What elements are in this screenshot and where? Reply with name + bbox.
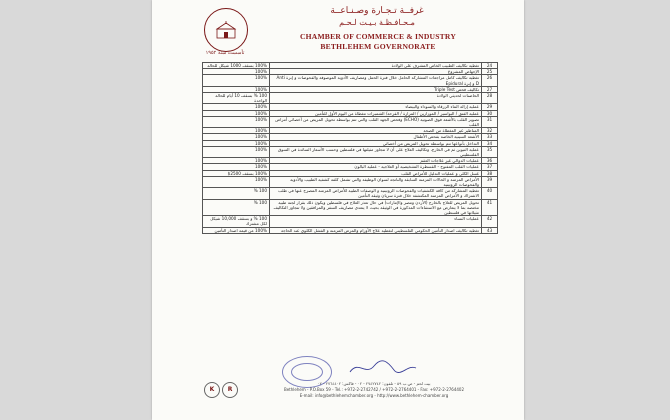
certification-logo-r: R bbox=[222, 382, 238, 398]
description-cell: تغطية المشاركة من كافة الكشفيات والفحوصات الروتينية و الوصفات الطبية للأمراض المزمنة المصرح عنها في طلب الاشتراك و الأمراض المزمنة المكتشفة خلال فترة سريان وثيقة التأمين bbox=[270, 188, 482, 199]
org-governorate-arabic: مـحـافـظـة بـيـت لـحـم bbox=[339, 18, 415, 27]
coverage-cell: 100% bbox=[203, 104, 270, 110]
coverage-cell: 100% bbox=[203, 164, 270, 170]
coverage-cell: 100% bbox=[203, 176, 270, 187]
item-number-cell: 30 bbox=[482, 110, 498, 116]
item-number-cell: 35 bbox=[482, 146, 498, 157]
item-number-cell: 37 bbox=[482, 164, 498, 170]
footer-web-line: E-mail: info@bethlehemchamber.org - http://www.bethlehem-chamber.org bbox=[299, 393, 449, 398]
coverage-cell: 100 % و بسقف 10,000 شيكل لكل مشترك bbox=[203, 216, 270, 227]
item-number-cell: 31 bbox=[482, 116, 498, 127]
table-row bbox=[203, 93, 498, 104]
table-row bbox=[203, 216, 498, 227]
description-cell: عمليات النساء bbox=[270, 216, 482, 227]
description-cell: عملية إزالة الماء الزرقاء والسوداء والبيضاء bbox=[270, 104, 482, 110]
church-seal-icon bbox=[214, 21, 238, 39]
item-number-cell: 43 bbox=[482, 227, 498, 233]
item-number-cell: 27 bbox=[482, 86, 498, 92]
coverage-cell: 100% بسقف 1000 شيكل للحالة bbox=[203, 63, 270, 69]
description-cell: عملية التبوين ثم في الخارج، وتكاليف العلاج على أن لا تتجاوز مثيلتها في فلسطين وحسب الأسعار السائدة في السوق الفلسطيني bbox=[270, 146, 482, 157]
description-cell: تغطية تكاليف الطبيب الخاص المشرف على الولادة bbox=[270, 63, 482, 69]
item-number-cell: 40 bbox=[482, 188, 498, 199]
table-row bbox=[203, 188, 498, 199]
org-name-arabic: غرفــة تـجـارة وصـنـاعــة bbox=[330, 6, 424, 16]
item-number-cell: 41 bbox=[482, 199, 498, 216]
description-cell: تغطية تكاليف اصدار التأمين الحكومي الفلسطيني لتغطية علاج الأورام والمرض المزمنة و الفشل الكلوي عند الحاجة bbox=[270, 227, 482, 233]
description-cell: تحويل المريض للعلاج بالخارج (الأردن ومصر والإمارات) في حال تعذر العلاج في فلسطين ويكون ذلك بقرار لجنة طبية مختصة بما لا يتعارض مع الاستثناءات المذكورة في الوثيقة بحيث لا يتعدى مصاريف السفر والمرافقين ولا تتجاوز التكاليف مثيلاتها في فلسطين bbox=[270, 199, 482, 216]
description-cell: تصوير القلب بالأشعة فوق الصوتية (ECHO) وفحص الجهد القلب والتي تتم بواسطة تحويل المريض من أخصائي أمراض القلب bbox=[270, 116, 482, 127]
item-number-cell: 28 bbox=[482, 93, 498, 104]
org-governorate-english: BETHLEHEM GOVERNORATE bbox=[320, 42, 436, 51]
description-cell: عملية الفتق / البواسير / الموزارين / المرارة / القرحة/ الشمبرات مغطاة من اليوم الأول للتأمين bbox=[270, 110, 482, 116]
footer-contact-line: Bethlehem - P.O.Box 59 - Tel.: +972-2-2742742 / +972-2-2764401 - Fax: +972-2-2764402 bbox=[283, 387, 465, 392]
stamp-inner-ring bbox=[291, 363, 323, 381]
coverage-cell: 100% من قيمة اصدار التأمين bbox=[203, 227, 270, 233]
description-cell: الحاضنات لحديثي الولادة bbox=[270, 93, 482, 104]
coverage-cell: 100% bbox=[203, 110, 270, 116]
description-cell: المناظير غير المغطاة من الصحة bbox=[270, 128, 482, 134]
letterhead bbox=[152, 0, 524, 58]
handwritten-signature bbox=[348, 358, 418, 378]
item-number-cell: 42 bbox=[482, 216, 498, 227]
coverage-cell: 100 % bbox=[203, 199, 270, 216]
coverage-cell: 100 % bbox=[203, 188, 270, 199]
footer-address-arabic: بيت لحم - ص.ب ٥٩ - تلفون: ٢٧٤٢٧٤٢ - ٠٢ - فاكس: ٢٧٦٤٤٠٢ - ٠٢ bbox=[317, 381, 431, 386]
document-page bbox=[152, 0, 524, 420]
item-number-cell: 39 bbox=[482, 176, 498, 187]
table-row bbox=[203, 116, 498, 127]
coverage-cell: 100% bbox=[203, 128, 270, 134]
table-row bbox=[203, 199, 498, 216]
table-row bbox=[203, 176, 498, 187]
item-number-cell: 25 bbox=[482, 69, 498, 75]
coverage-cell: 100% bbox=[203, 158, 270, 164]
item-number-cell: 32 bbox=[482, 128, 498, 134]
description-cell: التداخل بأنواعها تتم بواسطة تحويل المريض من أخصائي bbox=[270, 140, 482, 146]
description-cell: عمليات الدوالي غير علاجات العقم bbox=[270, 158, 482, 164]
certification-logo-k: K bbox=[204, 382, 220, 398]
item-number-cell: 38 bbox=[482, 170, 498, 176]
coverage-cell: 100 % بسقف 10 أيام للحالة الواحدة bbox=[203, 93, 270, 104]
description-cell: الأمراض المزمنة و الحالات المزمنة السابقة والناتجة لسوان الوظيفة والتي تشمل كلفة كشفية الطبيب والأدوية والفحوصات الروتينية bbox=[270, 176, 482, 187]
coverage-cell: 100% bbox=[203, 146, 270, 157]
description-cell: تغطية تكاليف كامل مراجعات المشاركة الحامل خلال فترة الحمل ومصاريف الأدوية الموصوفة والفحوصات و إبرة Anti D و إبرة Epidural bbox=[270, 75, 482, 86]
logo-caption: تأسست سنة ١٩٥٢ bbox=[205, 50, 245, 56]
description-cell: عمليات القلب المفتوح - القسطرة التشخيصية أو العلاجية - عملية البالون bbox=[270, 164, 482, 170]
coverage-cell: 100% bbox=[203, 75, 270, 86]
coverage-cell: 100% bbox=[203, 140, 270, 146]
coverage-cell: 100% bbox=[203, 69, 270, 75]
item-number-cell: 26 bbox=[482, 75, 498, 86]
item-number-cell: 34 bbox=[482, 140, 498, 146]
table-row bbox=[203, 146, 498, 157]
table-row bbox=[203, 227, 498, 233]
item-number-cell: 33 bbox=[482, 134, 498, 140]
coverage-cell: 100% bbox=[203, 86, 270, 92]
chamber-logo bbox=[204, 8, 248, 52]
coverage-cell: 100% bbox=[203, 134, 270, 140]
coverage-table bbox=[202, 62, 498, 234]
description-cell: تكاليف فحص Triple Test bbox=[270, 86, 482, 92]
org-name-english: CHAMBER OF COMMERCE & INDUSTRY bbox=[299, 32, 457, 41]
description-cell: غسل الكلى و عمليات التدليل للأمراض القلب bbox=[270, 170, 482, 176]
description-cell: الإجهاض المشروع bbox=[270, 69, 482, 75]
letterhead-footer bbox=[152, 378, 524, 420]
item-number-cell: 36 bbox=[482, 158, 498, 164]
coverage-cell: 100% بسقف 2500$ bbox=[203, 170, 270, 176]
description-cell: الأشعة السينية الخاصة بفحص الأطفال bbox=[270, 134, 482, 140]
table-row bbox=[203, 75, 498, 86]
item-number-cell: 29 bbox=[482, 104, 498, 110]
item-number-cell: 24 bbox=[482, 63, 498, 69]
coverage-cell: 100% bbox=[203, 116, 270, 127]
